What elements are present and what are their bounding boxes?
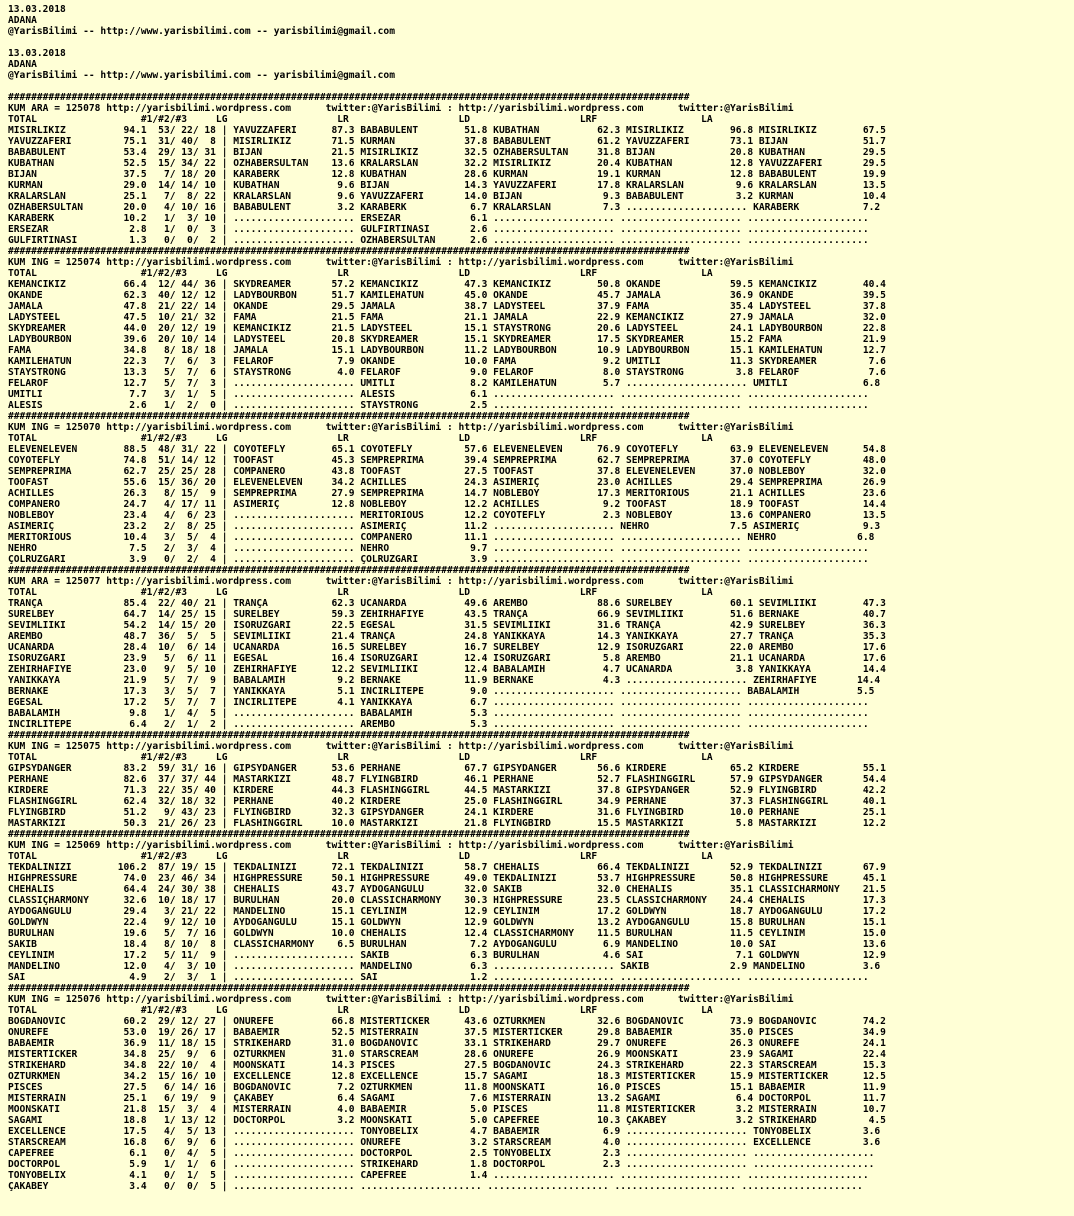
column-header: TOTAL #1/#2/#3 LG LR LD LRF LA (8, 1005, 713, 1016)
table-row: KARABERK 10.2 1/ 3/ 10 | ..................... ERSEZAR 6.1 ..................... ..................... ..................... (8, 213, 869, 224)
table-row: TRANÇA 85.4 22/ 40/ 21 | TRANÇA 62.3 UCANARDA 49.6 AREMBO 88.6 SURELBEY 60.1 SEVİMLİİKİ 47.3 (8, 598, 886, 609)
table-row: SAKIB 18.4 8/ 10/ 8 | CLASSICHARMONY 6.5 BURULHAN 7.2 AYDOGANGULU 6.9 MANDELINO 10.0 SAI 13.6 (8, 939, 886, 950)
table-row: KAMİLEHATUN 22.3 7/ 6/ 3 | FELAROF 7.9 OKANDE 10.0 FAMA 9.2 ÜMİTLİ 11.3 SKYDREAMER 7.6 (8, 356, 886, 367)
column-header: TOTAL #1/#2/#3 LG LR LD LRF LA (8, 587, 713, 598)
table-row: KRALARSLAN 25.1 7/ 8/ 22 | KRALARSLAN 9.6 YAVUZZAFERİ 14.0 BIJAN 9.3 BABABULENT 3.2 KURMAN 10.4 (8, 191, 886, 202)
table-row: KEMANCIKIZ 66.4 12/ 44/ 36 | SKYDREAMER 57.2 KEMANCIKIZ 47.3 KEMANCIKIZ 50.8 OKANDE 59.5 KEMANCIKIZ 40.4 (8, 279, 886, 290)
race-title: KUM ARA = 125078 http://yarisbilimi.wordpress.com twitter:@YarisBilimi : http://yarisbilimi.wordpress.com twitter:@YarisBilimi (8, 103, 794, 114)
table-row: KIRDERE 71.3 22/ 35/ 40 | KIRDERE 44.3 FLASHINGGIRL 44.5 MASTARKIZI 37.8 GIPSYDANGER 52.9 FLYINGBIRD 42.2 (8, 785, 886, 796)
table-row: MISTERTICKER 34.8 25/ 9/ 6 | ÖZTÜRKMEN 31.0 STARSCREAM 28.6 ONUREFE 26.9 MOONSKATI 23.9 SAGAMI 22.4 (8, 1049, 886, 1060)
column-header: TOTAL #1/#2/#3 LG LR LD LRF LA (8, 114, 713, 125)
table-row: İSORUZGARI 23.9 5/ 6/ 11 | EGESAL 16.4 İSORUZGARI 12.4 İSORUZGARI 5.8 AREMBO 21.1 UCANARDA 17.6 (8, 653, 886, 664)
header-date: 13.03.2018 (8, 4, 66, 15)
table-row: COYOTEFLY 74.8 51/ 14/ 12 | TOOFAST 45.3 SEMPREPRIMA 39.4 SEMPREPRIMA 62.7 SEMPREPRIMA 37.0 COYOTEFLY 48.0 (8, 455, 886, 466)
table-row: BABABULENT 53.4 29/ 13/ 31 | BIJAN 21.5 MISIRLIKIZ 32.5 ÖZHABERSULTAN 31.8 BIJAN 20.8 KUBATHAN 29.5 (8, 147, 886, 158)
table-row: MOONSKATI 21.8 15/ 3/ 4 | MISTERRAIN 4.0 BABAEMİR 5.0 PISCES 11.8 MISTERTICKER 3.2 MISTERRAIN 10.7 (8, 1104, 886, 1115)
table-row: ÜMİTLİ 7.7 3/ 1/ 5 | ..................... ALESIS 6.1 ..................... ..................... ..................... (8, 389, 869, 400)
table-row: SEMPREPRIMA 62.7 25/ 25/ 28 | COMPANERO 43.8 TOOFAST 27.5 TOOFAST 37.8 ELEVENELEVEN 37.0 NOBLEBOY 32.0 (8, 466, 886, 477)
table-row: FAMA 34.8 8/ 18/ 18 | JAMALA 15.1 LADYBOURBON 11.2 LADYBOURBON 10.9 LADYBOURBON 15.1 KAMİLEHATUN 12.7 (8, 345, 886, 356)
race-title: KUM ING = 125075 http://yarisbilimi.wordpress.com twitter:@YarisBilimi : http://yarisbilimi.wordpress.com twitter:@YarisBilimi (8, 741, 794, 752)
table-row: STAYSTRONG 13.3 5/ 7/ 6 | STAYSTRONG 4.0 FELAROF 9.0 FELAROF 8.0 STAYSTRONG 3.8 FELAROF 7.6 (8, 367, 886, 378)
table-row: BURULHAN 19.6 5/ 7/ 16 | GOLDWYN 10.0 CHEHALIS 12.4 CLASSICHARMONY 11.5 BURULHAN 11.5 CEYLINIM 15.0 (8, 928, 886, 939)
table-row: PERHANE 82.6 37/ 37/ 44 | MASTARKIZI 48.7 FLYINGBIRD 46.1 PERHANE 52.7 FLASHINGGIRL 57.9 GIPSYDANGER 54.4 (8, 774, 886, 785)
table-row: SKYDREAMER 44.0 20/ 12/ 19 | KEMANCIKIZ 21.5 LADYSTEEL 15.1 STAYSTRONG 20.6 LADYSTEEL 24.1 LADYBOURBON 22.8 (8, 323, 886, 334)
blank-line (8, 37, 1074, 48)
section-divider: ###################################################################################################################### (8, 983, 690, 994)
race-title: KUM ING = 125070 http://yarisbilimi.wordpress.com twitter:@YarisBilimi : http://yarisbilimi.wordpress.com twitter:@YarisBilimi (8, 422, 794, 433)
table-row: KUBATHAN 52.5 15/ 34/ 22 | ÖZHABERSULTAN 13.6 KRALARSLAN 32.2 MISIRLIKIZ 20.4 KUBATHAN 12.8 YAVUZZAFERİ 29.5 (8, 158, 886, 169)
table-row: JAMALA 47.8 21/ 22/ 14 | OKANDE 29.5 JAMALA 38.7 LADYSTEEL 37.9 FAMA 35.4 LADYSTEEL 37.8 (8, 301, 886, 312)
section-divider: ###################################################################################################################### (8, 829, 690, 840)
table-row: BIJAN 37.5 7/ 18/ 20 | KARABERK 12.8 KUBATHAN 28.6 KURMAN 19.1 KURMAN 12.8 BABABULENT 19.9 (8, 169, 886, 180)
table-row: LADYBOURBON 39.6 20/ 10/ 14 | LADYSTEEL 20.8 SKYDREAMER 15.1 SKYDREAMER 17.5 SKYDREAMER 15.2 FAMA 21.9 (8, 334, 886, 345)
table-row: CAPEFREE 6.1 0/ 4/ 5 | ..................... DOCTORPOL 2.5 TONYOBELIX 2.3 ..................... ..................... (8, 1148, 875, 1159)
table-row: FLYINGBIRD 51.2 9/ 43/ 23 | FLYINGBIRD 32.3 GIPSYDANGER 24.1 KIRDERE 31.6 FLYINGBIRD 10.0 PERHANE 25.1 (8, 807, 886, 818)
table-row: BERNAKE 17.3 3/ 5/ 7 | YANIKKAYA 5.1 İNCİRLİTEPE 9.0 ..................... ..................... BABALAMİH 5.5 (8, 686, 875, 697)
race-title: KUM ING = 125074 http://yarisbilimi.wordpress.com twitter:@YarisBilimi : http://yarisbilimi.wordpress.com twitter:@YarisBilimi (8, 257, 794, 268)
table-row: STRIKEHARD 34.8 22/ 10/ 4 | MOONSKATI 14.3 PISCES 27.5 BOGDANOVIC 24.3 STRIKEHARD 22.3 STARSCREAM 15.3 (8, 1060, 886, 1071)
table-row: CLASSIÇHARMONY 32.6 10/ 18/ 17 | BURULHAN 20.0 CLASSİCHARMONY 30.3 HIGHPRESSURE 23.5 CLASSICHARMONY 24.4 CHEHALIS 17.3 (8, 895, 886, 906)
header-date: 13.03.2018 (8, 48, 66, 59)
section-divider: ###################################################################################################################### (8, 246, 690, 257)
table-row: YANIKKAYA 21.9 5/ 7/ 9 | BABALAMİH 9.2 BERNAKE 11.9 BERNAKE 4.3 ..................... ZEHİRHAFİYE 14.4 (8, 675, 881, 686)
section-divider: ###################################################################################################################### (8, 92, 690, 103)
table-row: SAGAMI 18.8 1/ 13/ 12 | DOCTORPOL 3.2 MOONSKATI 5.0 CAPEFREE 10.3 ÇAKABEY 3.2 STRIKEHARD 4.5 (8, 1115, 886, 1126)
table-row: FELAROF 12.7 5/ 7/ 3 | ..................... ÜMİTLİ 8.2 KAMİLEHATUN 5.7 ..................... ÜMİTLİ 6.8 (8, 378, 881, 389)
table-row: EXCELLENCE 17.5 4/ 5/ 13 | ..................... TONYOBELIX 4.7 BABAEMİR 6.9 ..................... TONYOBELIX 3.6 (8, 1126, 881, 1137)
table-row: MERITORIOUS 10.4 3/ 5/ 4 | ..................... COMPANERO 11.1 ..................... ..................... NEHRO 6.8 (8, 532, 875, 543)
race-title: KUM ARA = 125077 http://yarisbilimi.wordpress.com twitter:@YarisBilimi : http://yarisbilimi.wordpress.com twitter:@YarisBilimi (8, 576, 794, 587)
column-header: TOTAL #1/#2/#3 LG LR LD LRF LA (8, 851, 713, 862)
table-row: GOLDWYN 22.4 9/ 12/ 10 | AYDOGANGULU 15.1 GOLDWYN 12.9 GOLDWYN 13.2 AYDOGANGULU 15.8 BURULHAN 15.1 (8, 917, 886, 928)
table-row: SEVİMLİİKİ 54.2 14/ 15/ 20 | İSORUZGARI 22.5 EGESAL 31.5 SEVİMLİİKİ 31.6 TRANÇA 42.9 SURELBEY 36.3 (8, 620, 886, 631)
section-divider: ###################################################################################################################### (8, 565, 690, 576)
table-row: CHEHALIS 64.4 24/ 30/ 38 | CHEHALIS 43.7 AYDOGANGULU 32.0 SAKIB 32.0 CHEHALIS 35.1 CLASSICHARMONY 21.5 (8, 884, 886, 895)
table-row: EGESAL 17.2 5/ 7/ 7 | İNCİRLİTEPE 4.1 YANIKKAYA 6.7 ..................... ..................... ..................... (8, 697, 869, 708)
table-row: NEHRO 7.5 2/ 3/ 4 | ..................... NEHRO 9.7 ..................... ..................... ..................... (8, 543, 869, 554)
table-row: AREMBO 48.7 36/ 5/ 5 | SEVİMLİİKİ 21.4 TRANÇA 24.8 YANIKKAYA 14.3 YANIKKAYA 27.7 TRANÇA 35.3 (8, 631, 886, 642)
table-row: MASTARKIZI 50.3 21/ 26/ 23 | FLASHINGGIRL 10.0 MASTARKIZI 21.8 FLYINGBIRD 15.5 MASTARKIZI 5.8 MASTARKIZI 12.2 (8, 818, 886, 829)
table-row: ONUREFE 53.0 19/ 26/ 17 | BABAEMİR 52.5 MISTERRAIN 37.5 MISTERTICKER 29.8 BABAEMİR 35.0 PISCES 34.9 (8, 1027, 886, 1038)
header-contact: @YarisBilimi -- http://www.yarisbilimi.com -- yarisbilimi@gmail.com (8, 70, 395, 81)
race-title: KUM ING = 125076 http://yarisbilimi.wordpress.com twitter:@YarisBilimi : http://yarisbilimi.wordpress.com twitter:@YarisBilimi (8, 994, 794, 1005)
header-city: ADANA (8, 15, 37, 26)
table-row: BOGDANOVIC 60.2 29/ 12/ 27 | ONUREFE 66.8 MISTERTICKER 43.6 ÖZTÜRKMEN 32.6 BOGDANOVIC 73.9 BOGDANOVIC 74.2 (8, 1016, 886, 1027)
blank-line (8, 81, 1074, 92)
table-row: ZEHİRHAFİYE 23.0 9/ 5/ 10 | ZEHİRHAFİYE 12.2 SEVİMLİİKİ 12.4 BABALAMİH 4.7 UCANARDA 3.8 YANIKKAYA 14.4 (8, 664, 886, 675)
table-row: STARSCREAM 16.8 6/ 9/ 6 | ..................... ONUREFE 3.2 STARSCREAM 4.0 ..................... EXCELLENCE 3.6 (8, 1137, 881, 1148)
table-row: ELEVENELEVEN 88.5 48/ 31/ 22 | COYOTEFLY 65.1 COYOTEFLY 57.6 ELEVENELEVEN 76.9 COYOTEFLY 63.9 ELEVENELEVEN 54.8 (8, 444, 886, 455)
table-row: SURELBEY 64.7 14/ 25/ 15 | SURELBEY 59.3 ZEHİRHAFİYE 43.5 TRANÇA 66.9 SEVİMLİİKİ 51.6 BERNAKE 40.7 (8, 609, 886, 620)
table-row: ÖZTÜRKMEN 34.2 15/ 16/ 10 | EXCELLENCE 12.8 EXCELLENCE 15.7 SAGAMI 18.3 MISTERTICKER 15.9 MISTERTICKER 12.5 (8, 1071, 886, 1082)
column-header: TOTAL #1/#2/#3 LG LR LD LRF LA (8, 752, 713, 763)
table-row: AYDOGANGULU 29.4 3/ 21/ 22 | MANDELINO 15.1 CEYLINIM 12.9 CEYLINIM 17.2 GOLDWYN 18.7 AYDOGANGULU 17.2 (8, 906, 886, 917)
table-row: GIPSYDANGER 83.2 59/ 31/ 16 | GIPSYDANGER 53.6 PERHANE 67.7 GIPSYDANGER 56.6 KIRDERE 65.2 KIRDERE 55.1 (8, 763, 886, 774)
table-row: TONYOBELIX 4.1 0/ 1/ 5 | ..................... CAPEFREE 1.4 ..................... ..................... ..................... (8, 1170, 869, 1181)
table-row: YAVUZZAFERİ 75.1 31/ 40/ 8 | MISIRLIKIZ 71.5 KURMAN 37.8 BABABULENT 61.2 YAVUZZAFERİ 73.1 BIJAN 51.7 (8, 136, 886, 147)
table-row: CEYLINIM 17.2 5/ 11/ 9 | ..................... SAKIB 6.3 BURULHAN 4.6 SAI 7.1 GOLDWYN 12.9 (8, 950, 886, 961)
table-row: HIGHPRESSURE 74.0 23/ 46/ 34 | HIGHPRESSURE 50.1 HIGHPRESSURE 49.0 TEKDALINİZİ 53.7 HIGHPRESSURE 50.8 HIGHPRESSURE 45.1 (8, 873, 886, 884)
table-row: OKANDE 62.3 40/ 12/ 12 | LADYBOURBON 51.7 KAMİLEHATUN 45.0 OKANDE 45.7 JAMALA 36.9 OKANDE 39.5 (8, 290, 886, 301)
column-header: TOTAL #1/#2/#3 LG LR LD LRF LA (8, 433, 713, 444)
table-row: BABALAMİH 9.8 1/ 4/ 5 | ..................... BABALAMİH 5.3 ..................... ..................... ..................... (8, 708, 869, 719)
table-row: ÇOLRUZGARI 3.9 0/ 2/ 4 | ..................... ÇOLRUZGARI 3.9 ..................... ..................... ..................... (8, 554, 869, 565)
table-row: LADYSTEEL 47.5 10/ 21/ 32 | FAMA 21.5 FAMA 21.1 JAMALA 22.9 KEMANCIKIZ 27.9 JAMALA 32.0 (8, 312, 886, 323)
table-row: MANDELINO 12.0 4/ 3/ 10 | ..................... MANDELINO 6.3 ..................... SAKIB 2.9 MANDELINO 3.6 (8, 961, 881, 972)
table-row: UCANARDA 28.4 10/ 6/ 14 | UCANARDA 16.5 SURELBEY 16.7 SURELBEY 12.9 İSORUZGARI 22.0 AREMBO 17.6 (8, 642, 886, 653)
table-row: ALESIS 2.6 1/ 2/ 0 | ..................... STAYSTRONG 2.5 ..................... ..................... ..................... (8, 400, 869, 411)
table-row: GULFIRTINASI 1.3 0/ 0/ 2 | ..................... ÖZHABERSULTAN 2.6 ..................... ..................... ..................... (8, 235, 869, 246)
table-row: MISIRLIKIZ 94.1 53/ 22/ 18 | YAVUZZAFERİ 87.3 BABABÜLENT 51.8 KUBATHAN 62.3 MISIRLIKIZ 96.8 MISIRLIKIZ 67.5 (8, 125, 886, 136)
table-row: MISTERRAIN 25.1 6/ 19/ 9 | ÇAKABEY 6.4 SAGAMI 7.6 MISTERRAIN 13.2 SAGAMI 6.4 DOCTORPOL 11.7 (8, 1093, 886, 1104)
column-header: TOTAL #1/#2/#3 LG LR LD LRF LA (8, 268, 713, 279)
header-contact: @YarisBilimi -- http://www.yarisbilimi.com -- yarisbilimi@gmail.com (8, 26, 395, 37)
table-row: SAI 4.9 2/ 3/ 1 | ..................... SAI 1.2 ..................... ..................... ..................... (8, 972, 869, 983)
table-row: PISCES 27.5 6/ 14/ 16 | BOGDANOVIC 7.2 ÖZTÜRKMEN 11.8 MOONSKATI 16.0 PISCES 15.1 BABAEMİR 11.9 (8, 1082, 886, 1093)
table-row: TOOFAST 55.6 15/ 36/ 20 | ELEVENELEVEN 34.2 ACHILLES 24.3 ASİMERİÇ 23.0 ACHILLES 29.4 SEMPREPRIMA 26.9 (8, 477, 886, 488)
table-row: COMPANERO 24.7 4/ 17/ 11 | ASİMERİÇ 12.8 NOBLEBOY 12.2 ACHILLES 9.2 TOOFAST 18.9 TOOFAST 14.4 (8, 499, 886, 510)
table-row: FLASHINGGIRL 62.4 32/ 18/ 32 | PERHANE 40.2 KIRDERE 25.0 FLASHINGGIRL 34.9 PERHANE 37.3 FLASHINGGIRL 40.1 (8, 796, 886, 807)
table-row: BABAEMİR 36.9 11/ 18/ 15 | STRIKEHARD 31.0 BOGDANOVIC 33.1 STRIKEHARD 29.7 ONUREFE 26.3 ONUREFE 24.1 (8, 1038, 886, 1049)
table-row: İNCİRLİTEPE 6.4 2/ 1/ 2 | ..................... AREMBO 5.3 ..................... ..................... ..................... (8, 719, 869, 730)
table-row: TEKDALINİZİ 106.2 87/ 19/ 15 | TEKDALINİZİ 72.1 TEKDALINİZİ 58.7 CHEHALIS 66.4 TEKDALINİZİ 52.9 TEKDALINİZİ 67.9 (8, 862, 886, 873)
section-divider: ###################################################################################################################### (8, 730, 690, 741)
table-row: DOCTORPOL 5.9 1/ 1/ 6 | ..................... STRIKEHARD 1.8 DOCTORPOL 2.3 ..................... ..................... (8, 1159, 875, 1170)
table-row: NOBLEBOY 23.4 4/ 6/ 23 | ..................... MERITORIOUS 12.2 COYOTEFLY 2.3 NOBLEBOY 13.6 COMPANERO 13.5 (8, 510, 886, 521)
header-city: ADANA (8, 59, 37, 70)
table-row: ÖZHABERSULTAN 20.0 4/ 10/ 16 | BABABULENT 3.2 KARABERK 6.7 KRALARSLAN 7.3 ..................... KARABERK 7.2 (8, 202, 881, 213)
table-row: ASİMERİÇ 23.2 2/ 8/ 25 | ..................... ASİMERİÇ 11.2 ..................... NEHRO 7.5 ASİMERİÇ 9.3 (8, 521, 881, 532)
section-divider: ###################################################################################################################### (8, 411, 690, 422)
table-row: KURMAN 29.0 14/ 14/ 10 | KUBATHAN 9.6 BIJAN 14.3 YAVUZZAFERİ 17.8 KRALARSLAN 9.6 KRALARSLAN 13.5 (8, 180, 886, 191)
table-row: ÇAKABEY 3.4 0/ 0/ 5 | ..................... ..................... ..................... ..................... ..................... (8, 1181, 863, 1192)
table-row: ERSEZAR 2.8 1/ 0/ 3 | ..................... GULFIRTINASI 2.6 ..................... ..................... ..................... (8, 224, 869, 235)
race-title: KUM ING = 125069 http://yarisbilimi.wordpress.com twitter:@YarisBilimi : http://yarisbilimi.wordpress.com twitter:@YarisBilimi (8, 840, 794, 851)
table-row: ACHILLES 26.3 8/ 15/ 9 | SEMPREPRIMA 27.9 SEMPREPRIMA 14.7 NOBLEBOY 17.3 MERITORIOUS 21.1 ACHILLES 23.6 (8, 488, 886, 499)
